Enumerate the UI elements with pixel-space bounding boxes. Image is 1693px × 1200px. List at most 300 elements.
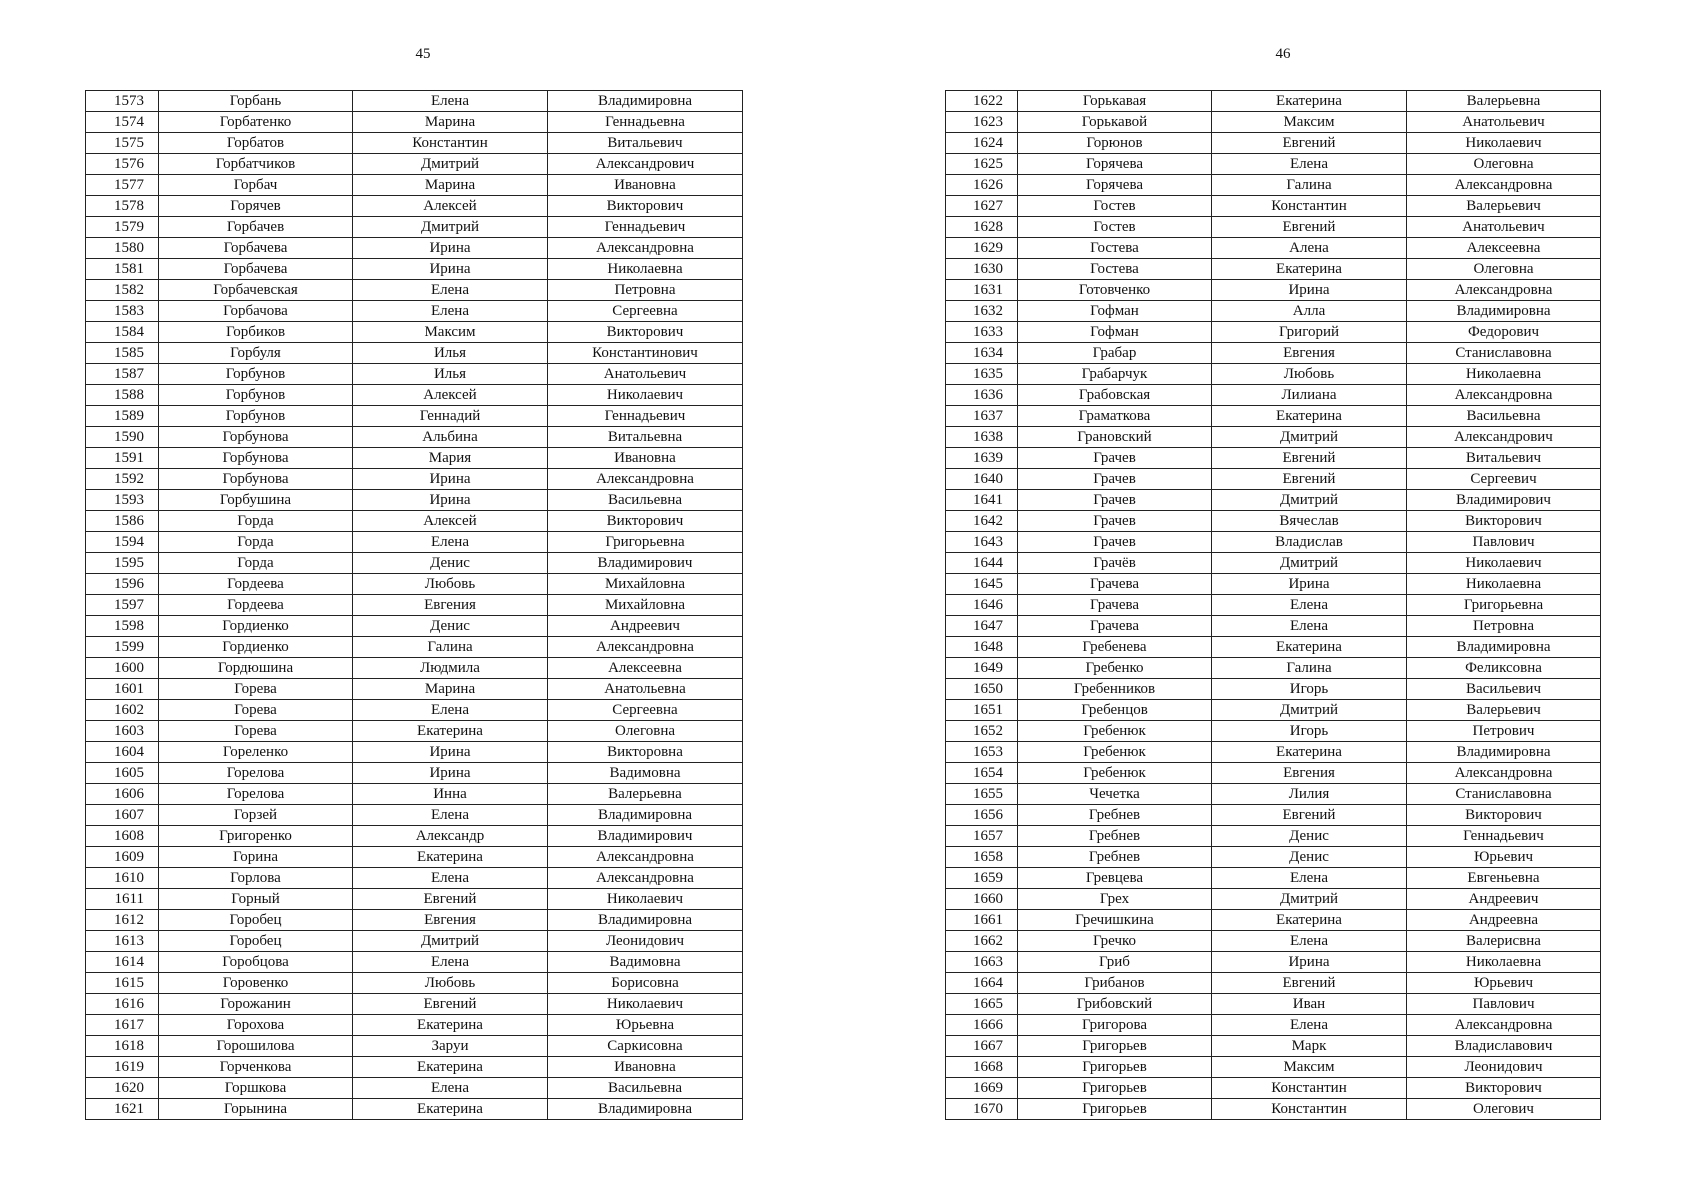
patronymic-cell: Александровна: [1407, 175, 1601, 196]
patronymic-cell: Викторович: [1407, 1078, 1601, 1099]
surname-cell: Горшкова: [159, 1078, 353, 1099]
first-name-cell: Евгений: [1212, 448, 1407, 469]
surname-cell: Грачева: [1018, 616, 1212, 637]
patronymic-cell: Александрович: [548, 154, 743, 175]
first-name-cell: Денис: [353, 616, 548, 637]
patronymic-cell: Николаевна: [1407, 952, 1601, 973]
patronymic-cell: Борисовна: [548, 973, 743, 994]
patronymic-cell: Александровна: [1407, 385, 1601, 406]
surname-cell: Гофман: [1018, 322, 1212, 343]
row-number-cell: 1625: [946, 154, 1018, 175]
surname-cell: Горбунов: [159, 385, 353, 406]
first-name-cell: Максим: [1212, 1057, 1407, 1078]
first-name-cell: Екатерина: [1212, 406, 1407, 427]
patronymic-cell: Валерьевич: [1407, 700, 1601, 721]
row-number-cell: 1649: [946, 658, 1018, 679]
first-name-cell: Вячеслав: [1212, 511, 1407, 532]
first-name-cell: Алексей: [353, 511, 548, 532]
surname-cell: Горохова: [159, 1015, 353, 1036]
table-row: [946, 889, 1601, 910]
surname-cell: Грачева: [1018, 595, 1212, 616]
table-row: [946, 700, 1601, 721]
patronymic-cell: Владимирович: [548, 553, 743, 574]
surname-cell: Горина: [159, 847, 353, 868]
surname-cell: Гореленко: [159, 742, 353, 763]
table-row: [86, 763, 743, 784]
patronymic-cell: Константинович: [548, 343, 743, 364]
first-name-cell: Евгений: [1212, 973, 1407, 994]
surname-cell: Гордеева: [159, 595, 353, 616]
patronymic-cell: Викторович: [548, 196, 743, 217]
table-row: [86, 280, 743, 301]
patronymic-cell: Викторович: [548, 322, 743, 343]
patronymic-cell: Геннадьевич: [1407, 826, 1601, 847]
first-name-cell: Марина: [353, 175, 548, 196]
table-row: [86, 637, 743, 658]
patronymic-cell: Владимировна: [1407, 637, 1601, 658]
row-number-cell: 1621: [86, 1099, 159, 1120]
first-name-cell: Владислав: [1212, 532, 1407, 553]
row-number-cell: 1640: [946, 469, 1018, 490]
surname-cell: Григоренко: [159, 826, 353, 847]
surname-cell: Горченкова: [159, 1057, 353, 1078]
row-number-cell: 1624: [946, 133, 1018, 154]
first-name-cell: Ирина: [353, 259, 548, 280]
patronymic-cell: Николаевич: [1407, 553, 1601, 574]
table-row: [86, 154, 743, 175]
first-name-cell: Евгений: [1212, 217, 1407, 238]
surname-cell: Горбань: [159, 91, 353, 112]
table-row: [86, 469, 743, 490]
row-number-cell: 1585: [86, 343, 159, 364]
table-row: [946, 595, 1601, 616]
first-name-cell: Константин: [1212, 1099, 1407, 1120]
surname-cell: Гордюшина: [159, 658, 353, 679]
table-row: [946, 952, 1601, 973]
table-row: [86, 91, 743, 112]
first-name-cell: Дмитрий: [353, 217, 548, 238]
table-row: [86, 1036, 743, 1057]
surname-cell: Горелова: [159, 784, 353, 805]
table-row: [86, 301, 743, 322]
table-row: [86, 805, 743, 826]
patronymic-cell: Григорьевна: [548, 532, 743, 553]
row-number-cell: 1642: [946, 511, 1018, 532]
row-number-cell: 1573: [86, 91, 159, 112]
table-row: [86, 364, 743, 385]
table-row: [946, 238, 1601, 259]
row-number-cell: 1635: [946, 364, 1018, 385]
surname-cell: Горбунова: [159, 427, 353, 448]
first-name-cell: Екатерина: [1212, 259, 1407, 280]
row-number-cell: 1616: [86, 994, 159, 1015]
surname-cell: Горбунов: [159, 364, 353, 385]
table-row: [946, 154, 1601, 175]
table-row: [86, 784, 743, 805]
surname-cell: Горда: [159, 532, 353, 553]
surname-cell: Горелова: [159, 763, 353, 784]
table-row: [946, 826, 1601, 847]
surname-cell: Горбунов: [159, 406, 353, 427]
row-number-cell: 1630: [946, 259, 1018, 280]
first-name-cell: Марина: [353, 679, 548, 700]
table-row: [946, 301, 1601, 322]
patronymic-cell: Станиславовна: [1407, 343, 1601, 364]
row-number-cell: 1667: [946, 1036, 1018, 1057]
first-name-cell: Елена: [1212, 595, 1407, 616]
table-row: [86, 679, 743, 700]
table-row: [946, 553, 1601, 574]
table-row: [946, 406, 1601, 427]
table-row: [946, 616, 1601, 637]
patronymic-cell: Александровна: [548, 637, 743, 658]
patronymic-cell: Юрьевна: [548, 1015, 743, 1036]
surname-cell: Горькавой: [1018, 112, 1212, 133]
surname-cell: Грачев: [1018, 469, 1212, 490]
row-number-cell: 1592: [86, 469, 159, 490]
patronymic-cell: Евгеньевна: [1407, 868, 1601, 889]
surname-cell: Гречишкина: [1018, 910, 1212, 931]
row-number-cell: 1579: [86, 217, 159, 238]
row-number-cell: 1619: [86, 1057, 159, 1078]
table-row: [86, 1057, 743, 1078]
row-number-cell: 1615: [86, 973, 159, 994]
first-name-cell: Елена: [353, 700, 548, 721]
table-row: [946, 763, 1601, 784]
surname-cell: Григорьев: [1018, 1036, 1212, 1057]
table-row: [86, 112, 743, 133]
table-row: [946, 259, 1601, 280]
patronymic-cell: Васильевна: [1407, 406, 1601, 427]
first-name-cell: Любовь: [1212, 364, 1407, 385]
surname-cell: Горева: [159, 700, 353, 721]
table-row: [946, 973, 1601, 994]
row-number-cell: 1636: [946, 385, 1018, 406]
surname-cell: Горева: [159, 721, 353, 742]
row-number-cell: 1652: [946, 721, 1018, 742]
table-row: [86, 847, 743, 868]
table-row: [946, 364, 1601, 385]
first-name-cell: Алексей: [353, 196, 548, 217]
row-number-cell: 1617: [86, 1015, 159, 1036]
first-name-cell: Евгения: [353, 910, 548, 931]
table-row: [86, 511, 743, 532]
first-name-cell: Денис: [1212, 826, 1407, 847]
table-row: [86, 1078, 743, 1099]
surname-cell: Горбатов: [159, 133, 353, 154]
first-name-cell: Инна: [353, 784, 548, 805]
surname-cell: Горбачевская: [159, 280, 353, 301]
patronymic-cell: Вадимовна: [548, 763, 743, 784]
patronymic-cell: Станиславовна: [1407, 784, 1601, 805]
patronymic-cell: Викторович: [1407, 511, 1601, 532]
surname-cell: Горда: [159, 511, 353, 532]
first-name-cell: Екатерина: [353, 1057, 548, 1078]
row-number-cell: 1618: [86, 1036, 159, 1057]
row-number-cell: 1669: [946, 1078, 1018, 1099]
surname-cell: Грибовский: [1018, 994, 1212, 1015]
first-name-cell: Елена: [353, 532, 548, 553]
first-name-cell: Дмитрий: [1212, 889, 1407, 910]
first-name-cell: Екатерина: [1212, 637, 1407, 658]
row-number-cell: 1578: [86, 196, 159, 217]
surname-cell: Григорьев: [1018, 1057, 1212, 1078]
row-number-cell: 1670: [946, 1099, 1018, 1120]
surname-cell: Горбунова: [159, 469, 353, 490]
first-name-cell: Екатерина: [353, 1015, 548, 1036]
first-name-cell: Денис: [1212, 847, 1407, 868]
row-number-cell: 1587: [86, 364, 159, 385]
surname-cell: Горобец: [159, 910, 353, 931]
row-number-cell: 1622: [946, 91, 1018, 112]
patronymic-cell: Витальевна: [548, 427, 743, 448]
surname-cell: Горобец: [159, 931, 353, 952]
surname-cell: Горбуля: [159, 343, 353, 364]
patronymic-cell: Александрович: [1407, 427, 1601, 448]
table-row: [86, 385, 743, 406]
first-name-cell: Елена: [1212, 931, 1407, 952]
surname-cell: Горбач: [159, 175, 353, 196]
first-name-cell: Константин: [353, 133, 548, 154]
table-row: [946, 1057, 1601, 1078]
first-name-cell: Илья: [353, 364, 548, 385]
patronymic-cell: Викторович: [548, 511, 743, 532]
patronymic-cell: Витальевич: [548, 133, 743, 154]
patronymic-cell: Николаевич: [548, 385, 743, 406]
patronymic-cell: Павлович: [1407, 532, 1601, 553]
first-name-cell: Евгений: [353, 994, 548, 1015]
row-number-cell: 1599: [86, 637, 159, 658]
first-name-cell: Марк: [1212, 1036, 1407, 1057]
table-row: [946, 931, 1601, 952]
first-name-cell: Елена: [353, 91, 548, 112]
row-number-cell: 1588: [86, 385, 159, 406]
surname-cell: Горошилова: [159, 1036, 353, 1057]
row-number-cell: 1633: [946, 322, 1018, 343]
table-row: [946, 385, 1601, 406]
table-row: [946, 448, 1601, 469]
row-number-cell: 1609: [86, 847, 159, 868]
table-row: [86, 238, 743, 259]
surname-cell: Грабовская: [1018, 385, 1212, 406]
table-row: [86, 259, 743, 280]
table-row: [946, 175, 1601, 196]
patronymic-cell: Сергеевна: [548, 301, 743, 322]
row-number-cell: 1608: [86, 826, 159, 847]
table-row: [946, 322, 1601, 343]
table-row: [86, 133, 743, 154]
surname-cell: Гордиенко: [159, 616, 353, 637]
row-number-cell: 1613: [86, 931, 159, 952]
row-number-cell: 1631: [946, 280, 1018, 301]
table-row: [946, 112, 1601, 133]
first-name-cell: Екатерина: [353, 847, 548, 868]
row-number-cell: 1634: [946, 343, 1018, 364]
first-name-cell: Мария: [353, 448, 548, 469]
row-number-cell: 1663: [946, 952, 1018, 973]
first-name-cell: Галина: [353, 637, 548, 658]
surname-cell: Горькавая: [1018, 91, 1212, 112]
first-name-cell: Екатерина: [353, 1099, 548, 1120]
patronymic-cell: Анатольевич: [548, 364, 743, 385]
first-name-cell: Евгения: [353, 595, 548, 616]
surname-cell: Гребенюк: [1018, 721, 1212, 742]
table-row: [946, 679, 1601, 700]
surname-cell: Горбунова: [159, 448, 353, 469]
patronymic-cell: Владимировна: [1407, 742, 1601, 763]
table-row: [86, 952, 743, 973]
surname-cell: Горбачева: [159, 259, 353, 280]
row-number-cell: 1643: [946, 532, 1018, 553]
table-row: [946, 511, 1601, 532]
patronymic-cell: Владимировна: [548, 1099, 743, 1120]
first-name-cell: Марина: [353, 112, 548, 133]
row-number-cell: 1664: [946, 973, 1018, 994]
row-number-cell: 1657: [946, 826, 1018, 847]
surname-cell: Гребенюк: [1018, 763, 1212, 784]
patronymic-cell: Владимировна: [548, 910, 743, 931]
patronymic-cell: Юрьевич: [1407, 973, 1601, 994]
surname-cell: Гостева: [1018, 259, 1212, 280]
patronymic-cell: Владимировна: [548, 805, 743, 826]
surname-cell: Горбушина: [159, 490, 353, 511]
patronymic-cell: Ивановна: [548, 448, 743, 469]
row-number-cell: 1590: [86, 427, 159, 448]
table-row: [946, 91, 1601, 112]
patronymic-cell: Петрович: [1407, 721, 1601, 742]
row-number-cell: 1645: [946, 574, 1018, 595]
row-number-cell: 1576: [86, 154, 159, 175]
patronymic-cell: Викторович: [1407, 805, 1601, 826]
row-number-cell: 1584: [86, 322, 159, 343]
first-name-cell: Елена: [1212, 616, 1407, 637]
surname-cell: Грабар: [1018, 343, 1212, 364]
row-number-cell: 1575: [86, 133, 159, 154]
first-name-cell: Максим: [353, 322, 548, 343]
first-name-cell: Евгений: [353, 889, 548, 910]
first-name-cell: Ирина: [353, 238, 548, 259]
surname-cell: Горбачев: [159, 217, 353, 238]
first-name-cell: Галина: [1212, 658, 1407, 679]
row-number-cell: 1650: [946, 679, 1018, 700]
patronymic-cell: Валерьевич: [1407, 196, 1601, 217]
table-row: [946, 1036, 1601, 1057]
first-name-cell: Елена: [353, 280, 548, 301]
surname-cell: Горбачева: [159, 238, 353, 259]
page-number: 46: [1275, 46, 1291, 62]
patronymic-cell: Леонидович: [1407, 1057, 1601, 1078]
row-number-cell: 1598: [86, 616, 159, 637]
table-row: [86, 742, 743, 763]
row-number-cell: 1594: [86, 532, 159, 553]
patronymic-cell: Александровна: [1407, 280, 1601, 301]
first-name-cell: Людмила: [353, 658, 548, 679]
roster-table-page-46: [945, 90, 1601, 1120]
table-row: [86, 406, 743, 427]
table-row: [86, 574, 743, 595]
first-name-cell: Елена: [353, 952, 548, 973]
surname-cell: Горячева: [1018, 175, 1212, 196]
row-number-cell: 1580: [86, 238, 159, 259]
surname-cell: Гостев: [1018, 217, 1212, 238]
row-number-cell: 1626: [946, 175, 1018, 196]
row-number-cell: 1627: [946, 196, 1018, 217]
patronymic-cell: Олегович: [1407, 1099, 1601, 1120]
patronymic-cell: Александровна: [1407, 763, 1601, 784]
first-name-cell: Екатерина: [1212, 742, 1407, 763]
row-number-cell: 1602: [86, 700, 159, 721]
table-row: [86, 343, 743, 364]
surname-cell: Грачев: [1018, 448, 1212, 469]
row-number-cell: 1574: [86, 112, 159, 133]
patronymic-cell: Владимировна: [548, 91, 743, 112]
first-name-cell: Альбина: [353, 427, 548, 448]
table-row: [86, 700, 743, 721]
table-row: [86, 448, 743, 469]
table-row: [946, 805, 1601, 826]
patronymic-cell: Олеговна: [1407, 259, 1601, 280]
patronymic-cell: Николаевич: [548, 889, 743, 910]
row-number-cell: 1583: [86, 301, 159, 322]
first-name-cell: Иван: [1212, 994, 1407, 1015]
row-number-cell: 1586: [86, 511, 159, 532]
first-name-cell: Алла: [1212, 301, 1407, 322]
table-row: [946, 133, 1601, 154]
table-row: [86, 973, 743, 994]
patronymic-cell: Алексеевна: [548, 658, 743, 679]
patronymic-cell: Андреевич: [548, 616, 743, 637]
table-row: [86, 553, 743, 574]
table-row: [946, 532, 1601, 553]
table-row: [946, 994, 1601, 1015]
first-name-cell: Елена: [353, 301, 548, 322]
first-name-cell: Ирина: [353, 742, 548, 763]
first-name-cell: Дмитрий: [1212, 427, 1407, 448]
table-row: [946, 1015, 1601, 1036]
row-number-cell: 1581: [86, 259, 159, 280]
first-name-cell: Ирина: [1212, 280, 1407, 301]
surname-cell: Горзей: [159, 805, 353, 826]
table-row: [86, 826, 743, 847]
table-row: [946, 721, 1601, 742]
patronymic-cell: Павлович: [1407, 994, 1601, 1015]
surname-cell: Гостев: [1018, 196, 1212, 217]
table-row: [946, 574, 1601, 595]
table-row: [946, 658, 1601, 679]
table-row: [86, 616, 743, 637]
table-row: [86, 994, 743, 1015]
row-number-cell: 1593: [86, 490, 159, 511]
surname-cell: Горлова: [159, 868, 353, 889]
first-name-cell: Дмитрий: [1212, 490, 1407, 511]
patronymic-cell: Анатольевич: [1407, 112, 1601, 133]
table-row: [946, 280, 1601, 301]
table-row: [946, 469, 1601, 490]
table-row: [946, 490, 1601, 511]
patronymic-cell: Михайловна: [548, 595, 743, 616]
table-row: [86, 1099, 743, 1120]
patronymic-cell: Николаевна: [1407, 364, 1601, 385]
surname-cell: Грачев: [1018, 511, 1212, 532]
row-number-cell: 1653: [946, 742, 1018, 763]
surname-cell: Грачев: [1018, 532, 1212, 553]
table-row: [946, 742, 1601, 763]
table-row: [86, 1015, 743, 1036]
surname-cell: Горожанин: [159, 994, 353, 1015]
row-number-cell: 1660: [946, 889, 1018, 910]
patronymic-cell: Васильевич: [1407, 679, 1601, 700]
first-name-cell: Любовь: [353, 574, 548, 595]
